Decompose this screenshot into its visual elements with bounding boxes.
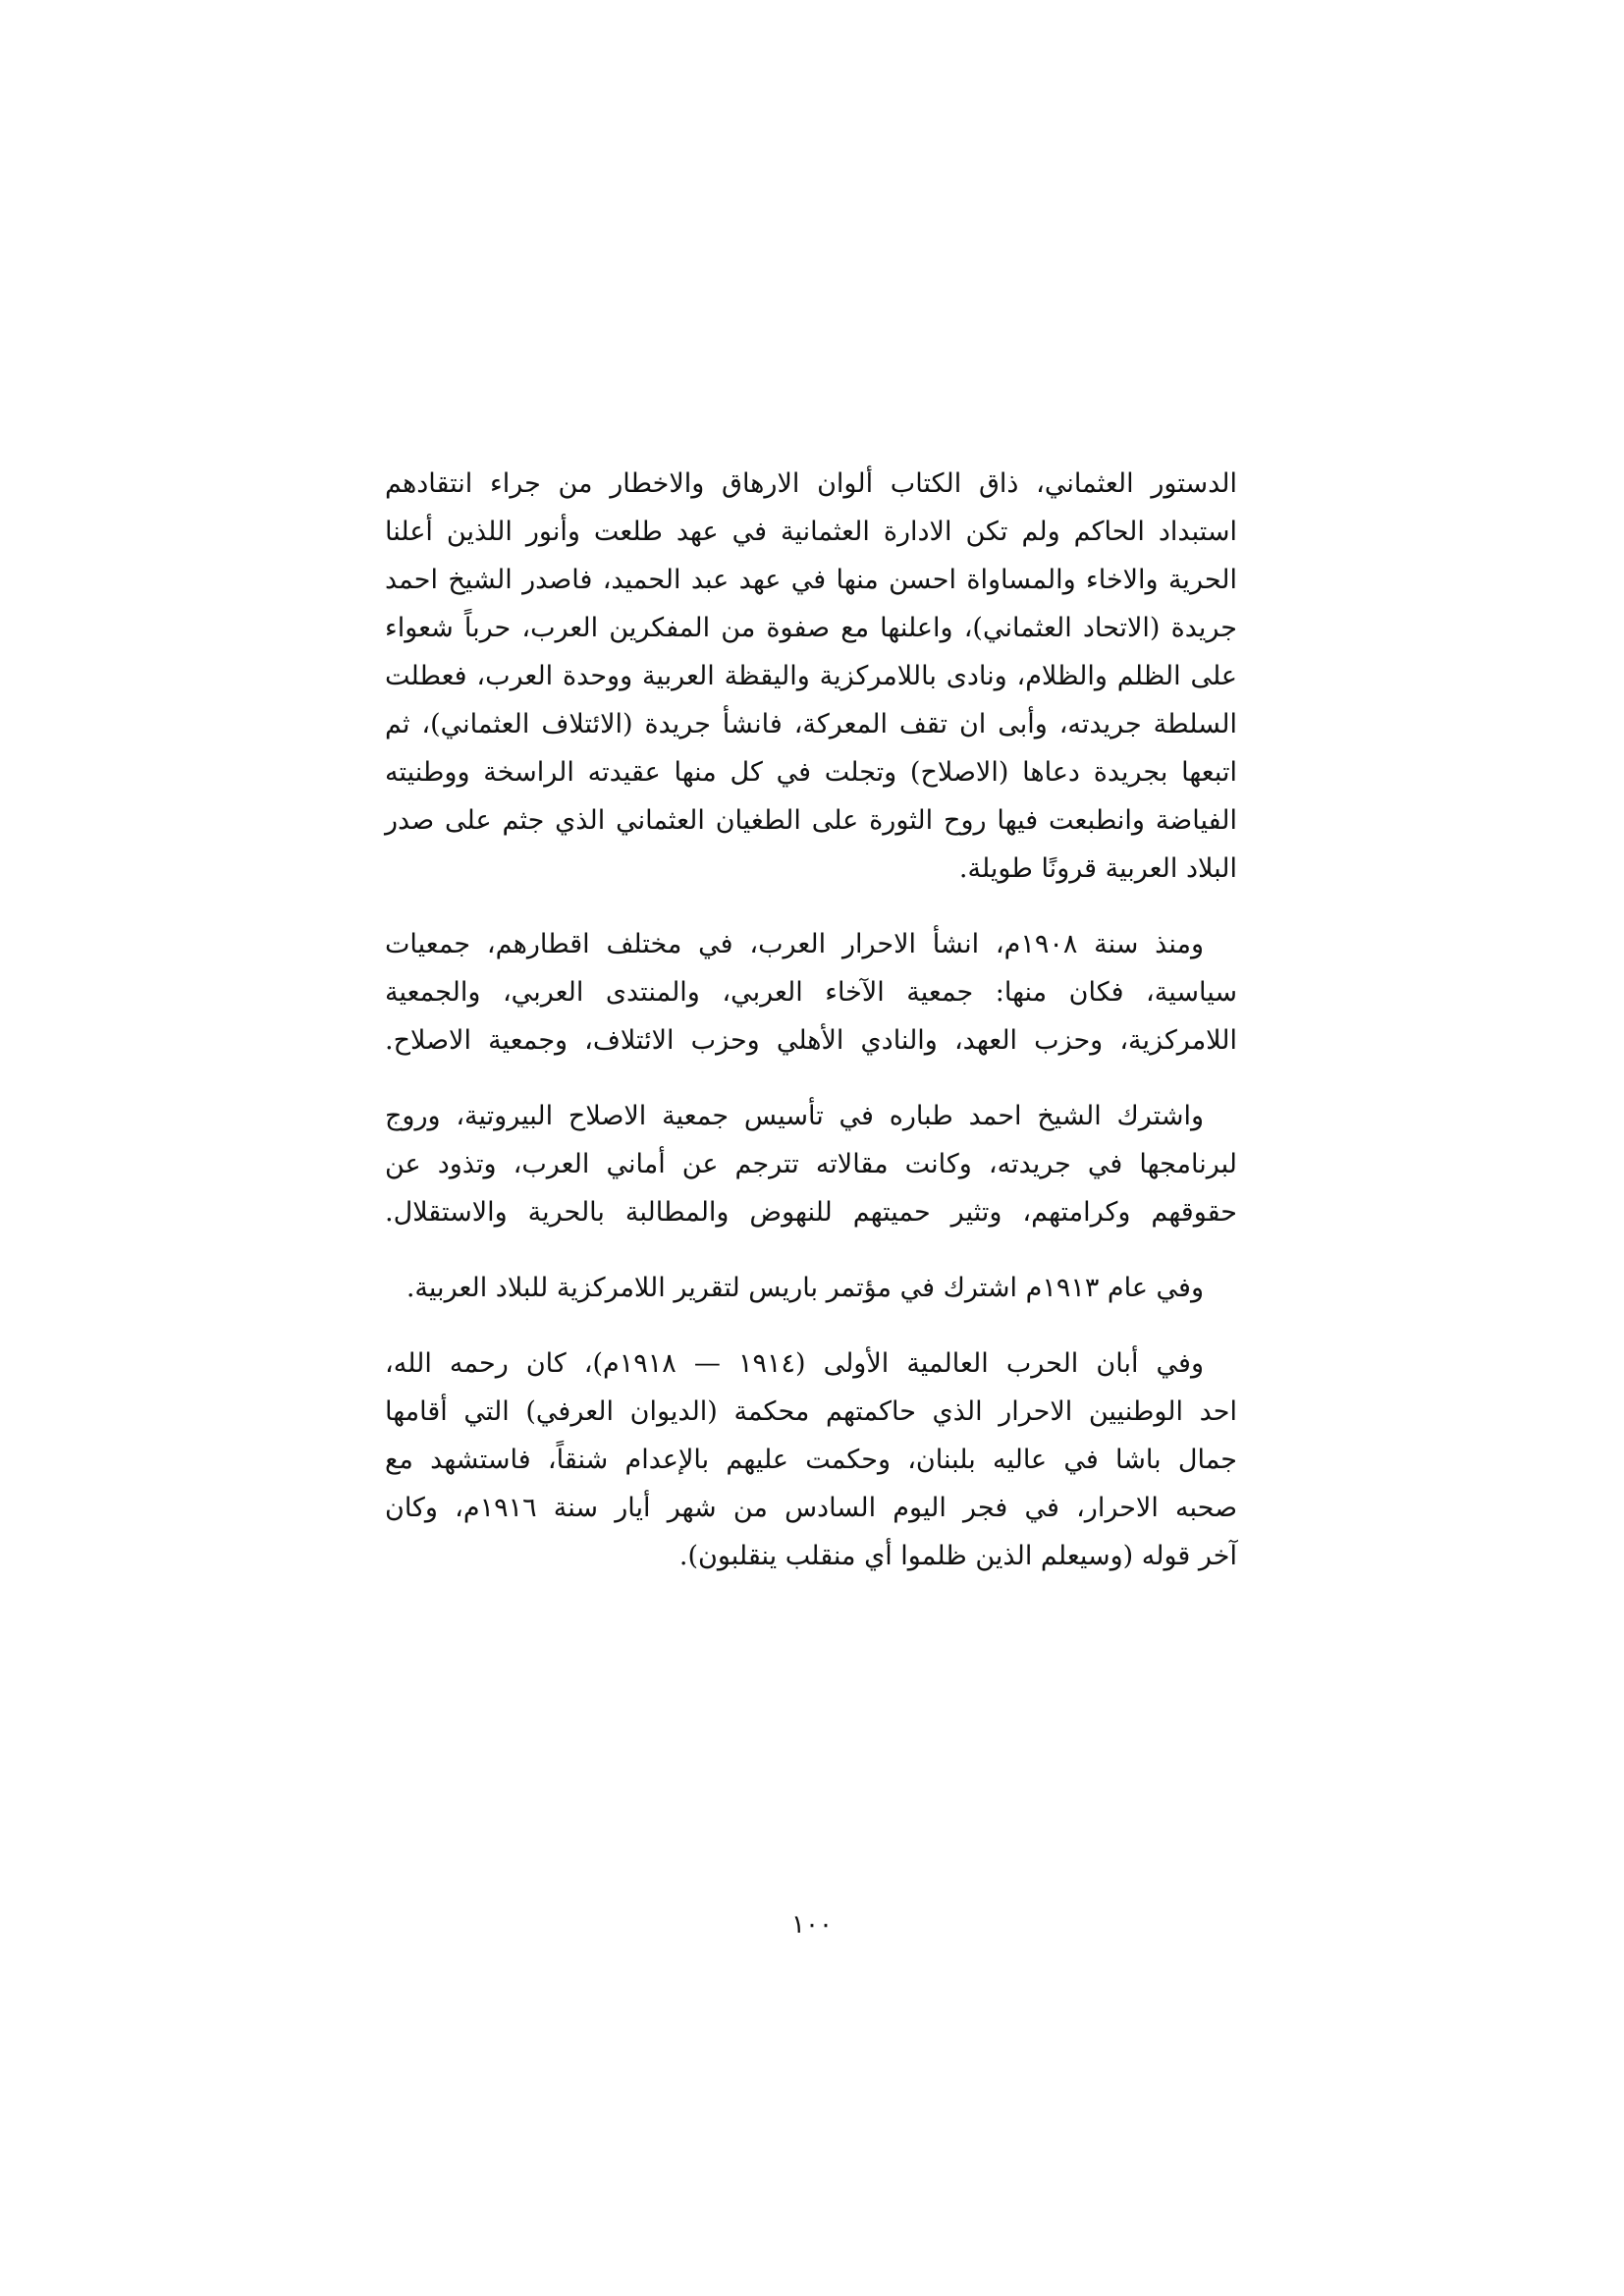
text-line: صحبه الاحرار، في فجر اليوم السادس من شهر أيار سنة ١٩١٦م، وكان (385, 1493, 1237, 1523)
text-line: جمال باشا في عاليه بلبنان، وحكمت عليهم بالإعدام شنقاً، فاستشهد مع (385, 1445, 1237, 1475)
text-line: السلطة جريدته، وأبى ان تقف المعركة، فانشأ جريدة (الائتلاف العثماني)، ثم (385, 709, 1237, 739)
text-line: ومنذ سنة ١٩٠٨م، انشأ الاحرار العرب، في مختلف اقطارهم، جمعيات (385, 929, 1204, 959)
text-line: على الظلم والظلام، ونادى باللامركزية واليقظة العربية ووحدة العرب، فعطلت (385, 661, 1237, 691)
paragraph-1 (385, 460, 1237, 893)
paragraph-4 (385, 1264, 1237, 1312)
body-text (385, 460, 1237, 1580)
text-line: سياسية، فكان منها: جمعية الآخاء العربي، والمنتدى العربي، والجمعية (385, 977, 1237, 1008)
text-line: وفي عام ١٩١٣م اشترك في مؤتمر باريس لتقرير اللامركزية للبلاد العربية. (406, 1273, 1204, 1303)
text-line: احد الوطنيين الاحرار الذي حاكمتهم محكمة (الديوان العرفي) التي أقامها (385, 1396, 1237, 1427)
text-line: آخر قوله (وسيعلم الذين ظلموا أي منقلب ينقلبون). (678, 1541, 1237, 1571)
text-line: حقوقهم وكرامتهم، وتثير حميتهم للنهوض والمطالبة بالحرية والاستقلال. (385, 1197, 1237, 1228)
text-line: جريدة (الاتحاد العثماني)، واعلنها مع صفوة من المفكرين العرب، حرباً شعواء (385, 613, 1237, 643)
text-line: اتبعها بجريدة دعاها (الاصلاح) وتجلت في كل منها عقيدته الراسخة ووطنيته (385, 757, 1237, 788)
text-line: الدستور العثماني، ذاق الكتاب ألوان الارهاق والاخطار من جراء انتقادهم (385, 468, 1237, 499)
text-line: البلاد العربية قرونًا طويلة. (958, 853, 1237, 884)
text-line: اللامركزية، وحزب العهد، والنادي الأهلي وحزب الائتلاف، وجمعية الاصلاح. (385, 1025, 1237, 1056)
text-line: الحرية والاخاء والمساواة احسن منها في عهد عبد الحميد، فاصدر الشيخ احمد (385, 565, 1237, 595)
paragraph-3 (385, 1092, 1237, 1236)
paragraph-5 (385, 1339, 1237, 1580)
text-line: استبداد الحاكم ولم تكن الادارة العثمانية في عهد طلعت وأنور اللذين أعلنا (385, 517, 1237, 547)
text-line: الفياضة وانطبعت فيها روح الثورة على الطغيان العثماني الذي جثم على صدر (385, 805, 1237, 836)
page-number: ١٠٠ (791, 1910, 833, 1940)
paragraph-2 (385, 920, 1237, 1065)
text-line: واشترك الشيخ احمد طباره في تأسيس جمعية الاصلاح البيروتية، وروج (385, 1101, 1204, 1131)
text-line: وفي أبان الحرب العالمية الأولى (١٩١٤ — ١٩١٨م)، كان رحمه الله، (385, 1348, 1204, 1379)
text-line: لبرنامجها في جريدته، وكانت مقالاته تترجم عن أماني العرب، وتذود عن (385, 1149, 1237, 1179)
